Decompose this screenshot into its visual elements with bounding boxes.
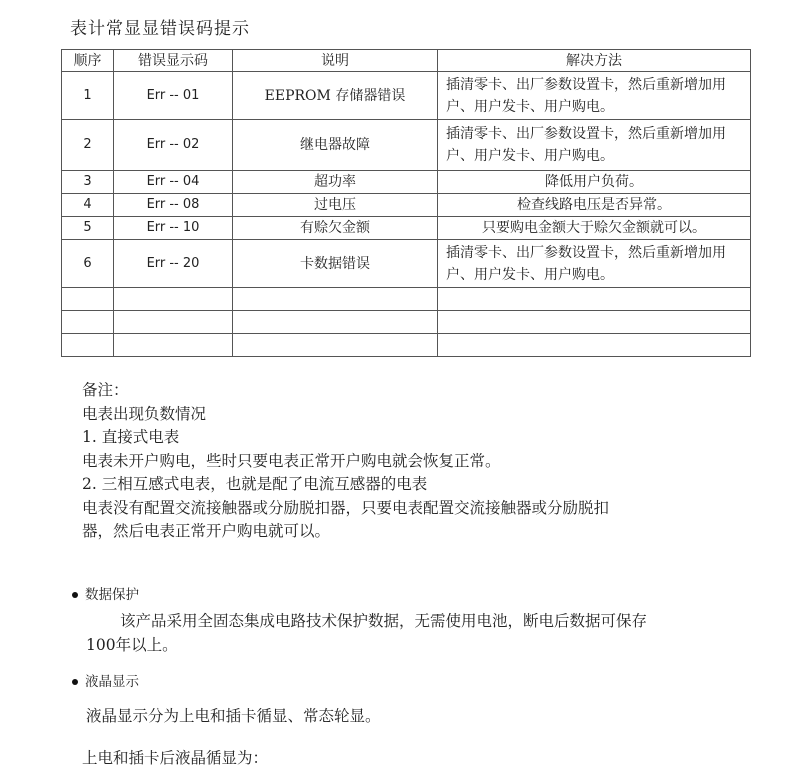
table-row [62,217,751,240]
table-row-empty [62,334,751,357]
cell-solution: 插清零卡、出厂参数设置卡，然后重新增加用户、用户发卡、用户购电。 [438,120,751,171]
header-desc: 说明 [233,50,438,72]
cell-solution: 插清零卡、出厂参数设置卡，然后重新增加用户、用户发卡、用户购电。 [438,72,751,120]
lcd-cycle-text: 上电和插卡后液晶循显为： [82,749,269,767]
cell-seq: 6 [62,240,114,288]
table-row [62,194,751,217]
table-row-empty [62,311,751,334]
notes-section [82,379,742,544]
cell-seq [62,311,114,334]
cell-solution: 只要购电金额大于赊欠金额就可以。 [438,217,751,240]
cell-code: Err -- 10 [114,217,233,240]
data-protection-text-1: 该产品采用全固态集成电路技术保护数据，无需使用电池，断电后数据可保存 [120,612,648,630]
cell-desc: 过电压 [233,194,438,217]
table-row [62,120,751,171]
cell-code [114,311,233,334]
cell-code: Err -- 01 [114,72,233,120]
cell-code [114,334,233,357]
cell-desc [233,334,438,357]
table-row-empty [62,288,751,311]
cell-code [114,288,233,311]
cell-seq: 1 [62,72,114,120]
cell-seq [62,288,114,311]
cell-desc: EEPROM 存储器错误 [233,72,438,120]
notes-item2-title: 2. 三相互感式电表，也就是配了电流互感器的电表 [82,475,428,493]
header-seq: 顺序 [62,50,114,72]
cell-code: Err -- 20 [114,240,233,288]
notes-item1-title: 1. 直接式电表 [82,428,180,446]
cell-code: Err -- 04 [114,171,233,194]
notes-item2-text-1: 电表没有配置交流接触器或分励脱扣器，只要电表配置交流接触器或分励脱扣 [82,498,610,517]
lcd-text: 液晶显示分为上电和插卡循显、常态轮显。 [86,707,381,725]
cell-seq: 4 [62,194,114,217]
data-protection-heading [72,583,139,603]
cell-seq: 3 [62,171,114,194]
table-header-row [62,50,751,72]
table-row [62,171,751,194]
cell-solution: 插清零卡、出厂参数设置卡，然后重新增加用户、用户发卡、用户购电。 [438,240,751,288]
cell-desc: 超功率 [233,171,438,194]
cell-desc: 卡数据错误 [233,240,438,288]
data-protection-text-2: 100年以上。 [86,636,178,654]
cell-solution [438,288,751,311]
data-protection-heading-text: 数据保护 [85,587,139,603]
cell-code: Err -- 08 [114,194,233,217]
header-solution: 解决方法 [438,50,751,72]
cell-solution [438,311,751,334]
cell-desc: 有赊欠金额 [233,217,438,240]
cell-desc: 继电器故障 [233,120,438,171]
lcd-heading-text: 液晶显示 [85,674,139,690]
cell-seq: 5 [62,217,114,240]
cell-code: Err -- 02 [114,120,233,171]
cell-desc [233,311,438,334]
table-row [62,72,751,120]
cell-desc [233,288,438,311]
cell-solution: 降低用户负荷。 [438,171,751,194]
page-title: 表计常显显错误码提示 [70,19,250,39]
notes-label: 备注： [82,381,129,399]
error-code-table [61,49,751,357]
table-row [62,240,751,288]
notes-line1: 电表出现负数情况 [82,404,207,423]
bullet-icon [72,592,78,598]
cell-seq: 2 [62,120,114,171]
notes-item1-text: 电表未开户购电，些时只要电表正常开户购电就会恢复正常。 [82,451,501,470]
header-code: 错误显示码 [114,50,233,72]
cell-solution [438,334,751,357]
notes-item2-text-2: 器，然后电表正常开户购电就可以。 [82,522,331,540]
bullet-icon [72,679,78,685]
cell-seq [62,334,114,357]
cell-solution: 检查线路电压是否异常。 [438,194,751,217]
lcd-heading [72,670,139,690]
